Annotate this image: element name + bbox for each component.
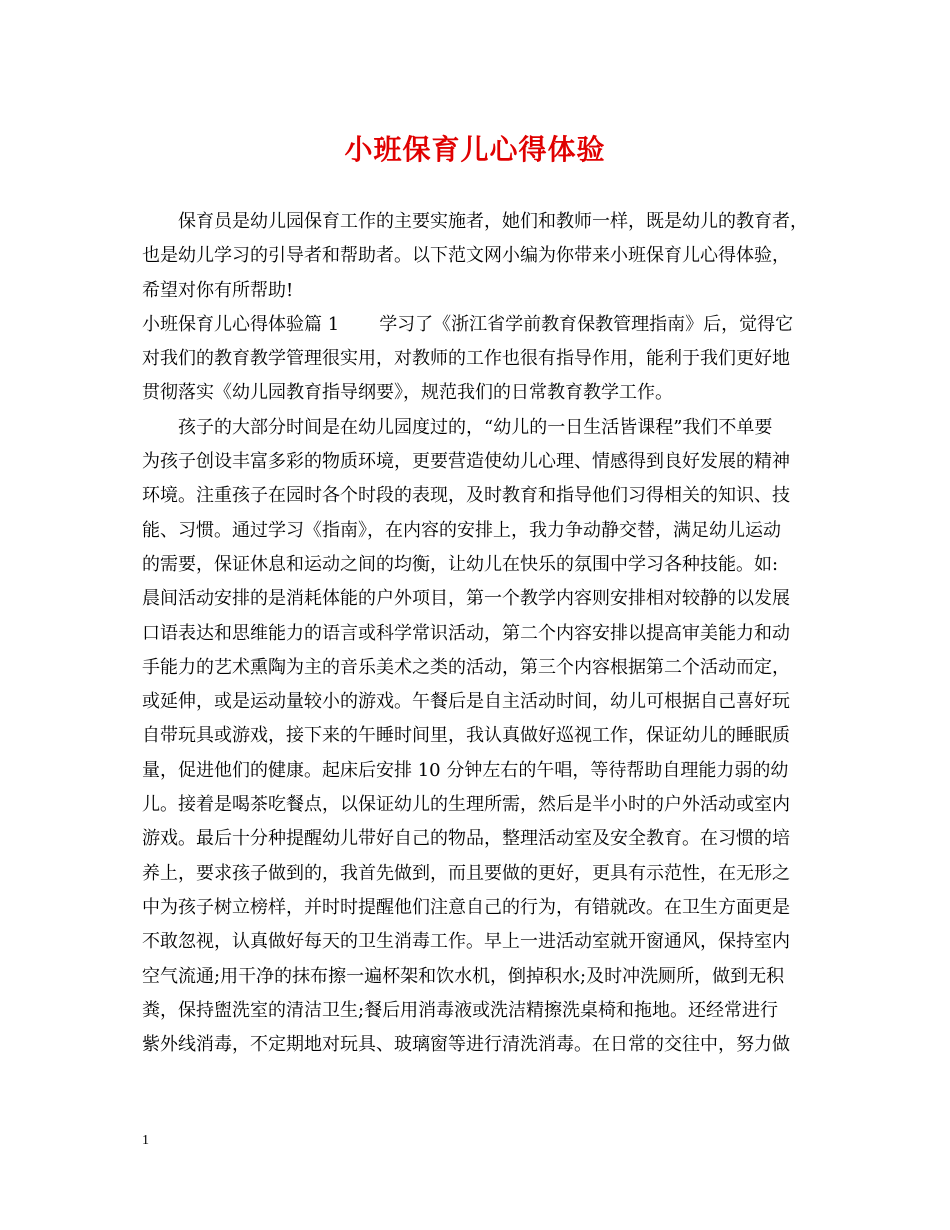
text-line: 的需要，保证休息和运动之间的均衡，让幼儿在快乐的氛围中学习各种技能。如: <box>142 553 779 575</box>
text-line: 希望对你有所帮助! <box>142 279 294 301</box>
text-line: 口语表达和思维能力的语言或科学常识活动，第二个内容安排以提高审美能力和动 <box>142 622 790 644</box>
section-heading: 小班保育儿心得体验篇 1 <box>142 313 340 335</box>
text-line: 手能力的艺术熏陶为主的音乐美术之类的活动，第三个内容根据第二个活动而定， <box>142 656 790 678</box>
page-number: 1 <box>142 1133 149 1148</box>
text-line: 为孩子创设丰富多彩的物质环境，更要营造使幼儿心理、情感得到良好发展的精神 <box>142 451 790 473</box>
text-line: 量，促进他们的健康。起床后安排 10 分钟左右的午唱，等待帮助自理能力弱的幼 <box>142 759 789 781</box>
text-line: 自带玩具或游戏，接下来的午睡时间里，我认真做好巡视工作，保证幼儿的睡眠质 <box>142 725 790 747</box>
text-line: 游戏。最后十分种提醒幼儿带好自己的物品，整理活动室及安全教育。在习惯的培 <box>142 828 790 850</box>
text-line: 晨间活动安排的是消耗体能的户外项目，第一个教学内容则安排相对较静的以发展 <box>142 588 790 610</box>
text-line: 粪，保持盥洗室的清洁卫生;餐后用消毒液或洗洁精擦洗桌椅和拖地。还经常进行 <box>142 999 779 1021</box>
text-line: 孩子的大部分时间是在幼儿园度过的，“幼儿的一日生活皆课程”我们不单要 <box>178 416 773 438</box>
text-line: 也是幼儿学习的引导者和帮助者。以下范文网小编为你带来小班保育儿心得体验， <box>142 245 790 267</box>
text-line: 对我们的教育教学管理很实用，对教师的工作也很有指导作用，能利于我们更好地 <box>142 348 790 370</box>
text-line: 儿。接着是喝茶吃餐点，以保证幼儿的生理所需，然后是半小时的户外活动或室内 <box>142 794 790 816</box>
text-line: 空气流通;用干净的抹布擦一遍杯架和饮水机，倒掉积水;及时冲洗厕所，做到无积 <box>142 965 785 987</box>
text-line: 紫外线消毒，不定期地对玩具、玻璃窗等进行清洗消毒。在日常的交往中，努力做 <box>142 1034 790 1056</box>
text-line: 或延伸，或是运动量较小的游戏。午餐后是自主活动时间，幼儿可根据自己喜好玩 <box>142 691 790 713</box>
text-line: 保育员是幼儿园保育工作的主要实施者，她们和教师一样，既是幼儿的教育者， <box>178 211 808 232</box>
document-body <box>142 205 814 1062</box>
text-line: 学习了《浙江省学前教育保教管理指南》后，觉得它 <box>379 313 794 335</box>
document-title: 小班保育儿心得体验 <box>344 133 606 166</box>
text-line: 养上，要求孩子做到的，我首先做到，而且要做的更好，更具有示范性，在无形之 <box>142 862 790 884</box>
text-line: 中为孩子树立榜样，并时时提醒他们注意自己的行为，有错就改。在卫生方面更是 <box>142 896 790 918</box>
text-line: 能、习惯。通过学习《指南》，在内容的安排上，我力争动静交替，满足幼儿运动 <box>142 519 781 541</box>
text-line: 环境。注重孩子在园时各个时段的表现，及时教育和指导他们习得相关的知识、技 <box>142 485 790 507</box>
text-line: 贯彻落实《幼儿园教育指导纲要》，规范我们的日常教育教学工作。 <box>142 382 673 404</box>
text-line: 不敢忽视，认真做好每天的卫生消毒工作。早上一进活动室就开窗通风，保持室内 <box>142 931 790 953</box>
section-heading-line <box>142 308 814 342</box>
